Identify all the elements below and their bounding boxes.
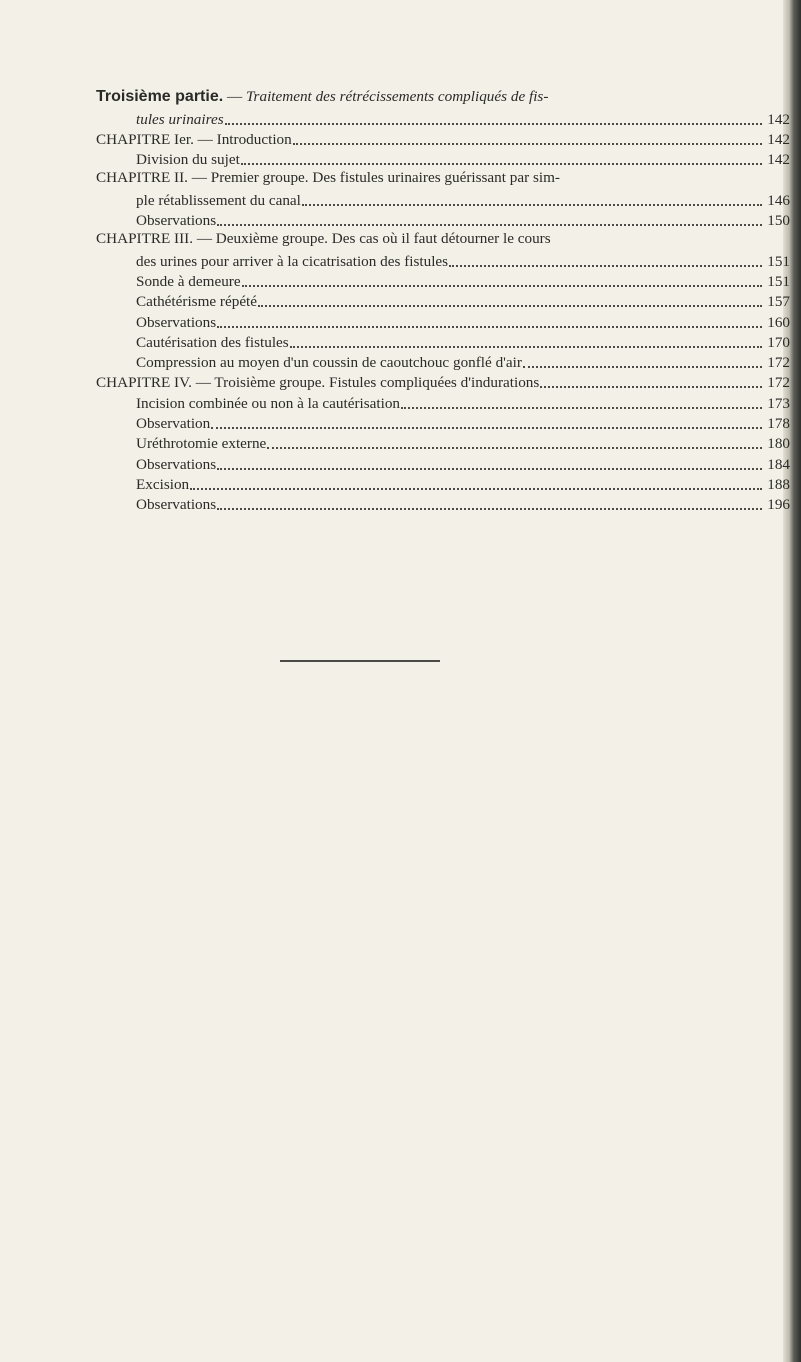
dot-leader — [217, 458, 762, 470]
page-number: 178 — [767, 415, 790, 433]
entry-text: Observation — [136, 415, 211, 433]
toc-entry-chapitre-3 — [96, 230, 790, 250]
page-number: 180 — [767, 435, 790, 453]
toc-entry — [96, 474, 790, 494]
entry-text: Excision — [136, 475, 190, 493]
toc-entry — [96, 453, 790, 473]
toc-entry — [96, 149, 790, 169]
section-title-dash: — — [223, 88, 246, 105]
page-number: 151 — [767, 252, 790, 270]
dot-leader — [449, 255, 762, 267]
dot-leader — [241, 153, 762, 165]
page-number: 157 — [767, 293, 790, 311]
dot-leader — [258, 295, 762, 307]
entry-text: CHAPITRE III. — Deuxième groupe. Des cas où il faut détourner le cours — [96, 230, 551, 248]
entry-text: Observations — [136, 496, 217, 514]
toc-entry-chapitre-2 — [96, 169, 790, 189]
dot-leader — [217, 214, 762, 226]
page-number: 184 — [767, 455, 790, 473]
entry-text: des urines pour arriver à la cicatrisation des fistules — [136, 252, 449, 270]
entry-text: Observations — [136, 313, 217, 331]
dot-leader — [217, 316, 762, 328]
entry-text: CHAPITRE IV. — Troisième groupe. Fistules compliquées d'indurations — [96, 374, 540, 392]
entry-text: CHAPITRE Ier. — Introduction — [96, 130, 292, 148]
toc-entry — [96, 494, 790, 514]
dot-leader — [217, 498, 762, 510]
page-number: 146 — [767, 191, 790, 209]
entry-text: Uréthrotomie externe — [136, 435, 267, 453]
section-title-italic: Traitement des rétrécissements compliqués de fis- — [245, 88, 549, 105]
entry-text: Cautérisation des fistules — [136, 333, 289, 351]
page-number: 188 — [767, 475, 790, 493]
dot-leader — [540, 376, 762, 388]
page-number: 173 — [767, 394, 790, 412]
entry-text: Cathétérisme répété — [136, 293, 258, 311]
page-number: 142 — [767, 130, 790, 148]
page-number: 172 — [767, 354, 790, 372]
entry-text: Compression au moyen d'un coussin de caoutchouc gonflé d'air — [136, 354, 522, 372]
entry-text: Observations — [136, 212, 217, 230]
dot-leader — [267, 437, 762, 449]
entry-text: Observations — [136, 455, 217, 473]
entry-text: Division du sujet — [136, 151, 240, 169]
page-number: 160 — [767, 313, 790, 331]
page-number: 142 — [767, 110, 790, 128]
page-number: 196 — [767, 496, 790, 514]
page-number: 172 — [767, 374, 790, 392]
toc-entry — [96, 210, 790, 230]
dot-leader — [190, 478, 762, 490]
toc-entry — [96, 271, 790, 291]
toc-entry — [96, 413, 790, 433]
toc-entry — [96, 311, 790, 331]
page-number: 151 — [767, 272, 790, 290]
entry-text: CHAPITRE II. — Premier groupe. Des fistules urinaires guérissant par sim- — [96, 169, 560, 187]
dot-leader — [211, 417, 762, 429]
toc-entry-cont — [96, 250, 790, 270]
page-number: 170 — [767, 333, 790, 351]
entry-text: Incision combinée ou non à la cautérisation — [136, 394, 401, 412]
dot-leader — [302, 194, 762, 206]
section-heading — [96, 88, 790, 108]
entry-text: ple rétablissement du canal — [136, 191, 301, 209]
page-number: 150 — [767, 212, 790, 230]
section-title-italic-cont: tules urinaires — [136, 110, 224, 128]
entry-text: Sonde à demeure — [136, 272, 241, 290]
toc-entry — [96, 291, 790, 311]
toc-entry-cont — [96, 189, 790, 209]
section-title-bold: Troisième partie. — [96, 88, 224, 105]
dot-leader — [242, 275, 762, 287]
dot-leader — [401, 397, 762, 409]
toc-entry-chapitre-4 — [96, 372, 790, 392]
dot-leader — [225, 113, 762, 125]
toc-entry — [96, 392, 790, 412]
dot-leader — [290, 336, 762, 348]
dot-leader — [293, 133, 762, 145]
end-rule-divider — [280, 660, 440, 662]
dot-leader — [523, 356, 762, 368]
toc-entry — [96, 352, 790, 372]
page-number: 142 — [767, 151, 790, 169]
section-heading-cont — [96, 108, 790, 128]
toc-entry — [96, 433, 790, 453]
toc-entry — [96, 332, 790, 352]
toc-entry-chapitre-1 — [96, 129, 790, 149]
table-of-contents — [96, 88, 790, 514]
